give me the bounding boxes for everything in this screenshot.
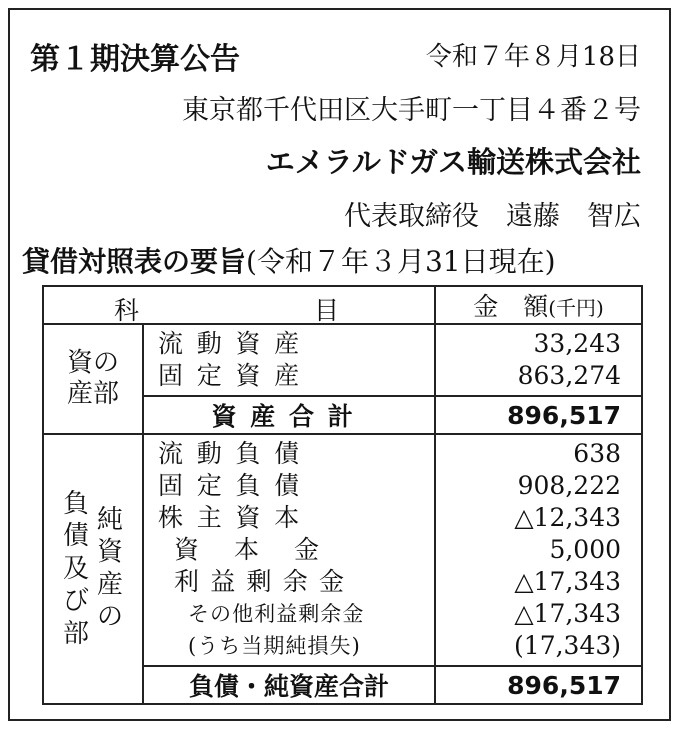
liabilities-rows [43, 434, 642, 666]
list-item-value: △12,343 [514, 503, 622, 532]
company-name: エメラルドガス輸送株式会社 [265, 145, 641, 179]
assets-values [435, 324, 642, 396]
liabilities-total-label: 負債・純資産合計 [143, 666, 435, 704]
assets-rows [43, 324, 642, 396]
liabilities-section-label [43, 434, 143, 704]
list-item: 固定資産 [158, 361, 314, 390]
liabilities-label-left: 負債及び部 [62, 488, 89, 649]
list-item-value: △17,343 [514, 567, 622, 596]
liabilities-items [143, 434, 435, 666]
list-item: (うち当期純損失) [188, 634, 361, 658]
list-item: 固定負債 [158, 471, 314, 500]
liabilities-values [435, 434, 642, 666]
header-item-right: 目 [314, 295, 340, 325]
representative: 代表取締役 遠藤 智広 [344, 201, 641, 232]
list-item-value: 638 [573, 439, 622, 468]
header-amount-label: 金 額 [473, 292, 549, 321]
list-item-value: △17,343 [514, 599, 622, 628]
notice-date: 令和７年８月18日 [425, 42, 641, 72]
list-item-value: 863,274 [517, 361, 622, 390]
summary-date: (令和７年３月31日現在) [246, 245, 556, 278]
list-item: その他利益剰余金 [188, 602, 365, 626]
liabilities-total-value: 896,517 [435, 666, 642, 704]
header-amount [435, 286, 642, 324]
summary-heading [22, 240, 556, 280]
list-item: 流動負債 [158, 439, 314, 468]
list-item-value: 908,222 [517, 471, 622, 500]
header-item-left: 科 [114, 295, 140, 325]
header-item [43, 286, 435, 324]
list-item-value: 5,000 [549, 535, 622, 564]
assets-total-text: 資産合計 [211, 402, 367, 431]
company-address: 東京都千代田区大手町一丁目４番２号 [182, 95, 641, 126]
list-item: 資本金 [174, 535, 355, 564]
assets-section-text: 資の産部 [66, 347, 119, 409]
assets-section-label [43, 324, 143, 434]
header-unit: (千円) [548, 296, 604, 320]
summary-title: 貸借対照表の要旨 [22, 245, 247, 278]
list-item-value: 33,243 [533, 329, 622, 358]
notice-title: 第１期決算公告 [30, 42, 240, 77]
list-item: 流動資産 [158, 329, 314, 358]
list-item: 利益剰余金 [174, 567, 356, 596]
assets-items [143, 324, 435, 396]
assets-total-label [143, 396, 435, 434]
table-header-row [43, 286, 642, 324]
list-item: 株主資本 [158, 503, 314, 532]
list-item-value: (17,343) [514, 631, 622, 660]
liabilities-label-right: 純資産の [96, 504, 123, 633]
balance-sheet-table [42, 285, 643, 705]
assets-total-value: 896,517 [435, 396, 642, 434]
